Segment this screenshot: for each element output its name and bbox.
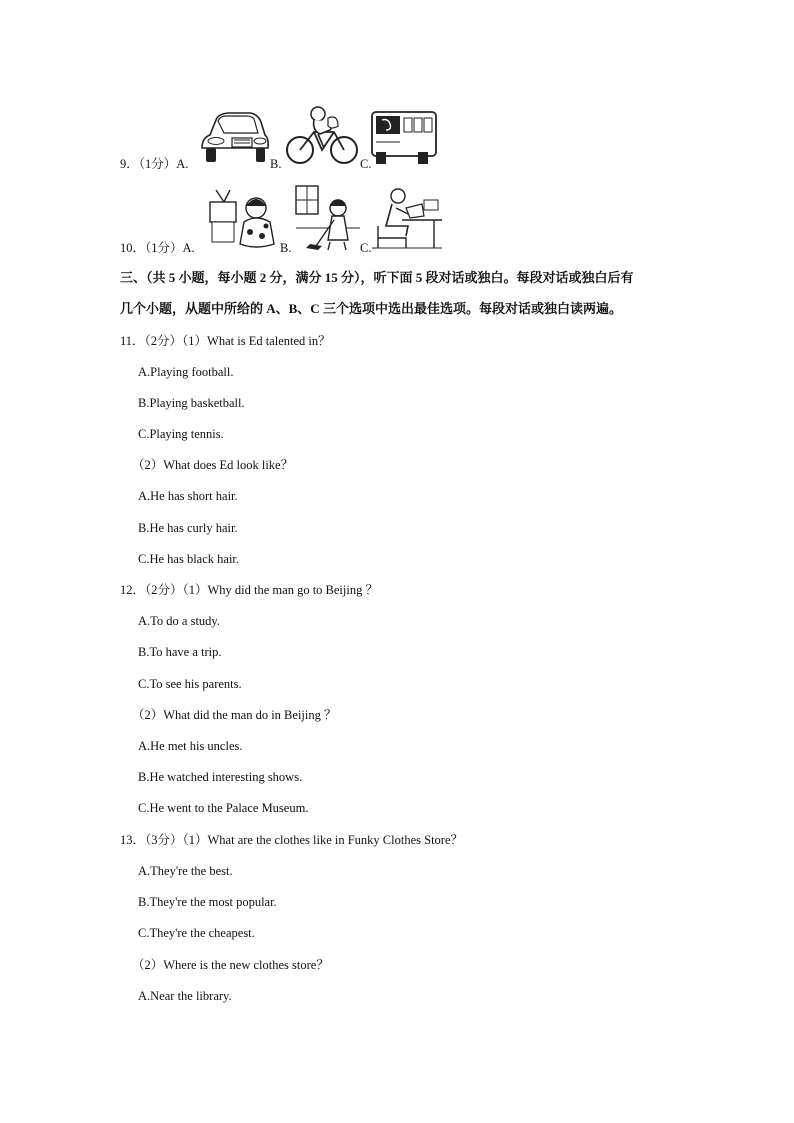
q11-2-option-c: C.He has black hair.	[138, 552, 240, 566]
bicycle-icon	[284, 104, 360, 166]
q10-option-b: B.	[280, 241, 292, 255]
bus-picture	[370, 110, 438, 166]
q12-1-option-c: C.To see his parents.	[138, 677, 242, 691]
q13-sub-question: （2）Where is the new clothes store？	[132, 958, 329, 972]
q13-2-option-a: A.Near the library.	[138, 989, 232, 1003]
person-reading-picture	[372, 186, 442, 250]
q12-1-option-a: A.To do a study.	[138, 614, 220, 628]
q12-2-option-b: B.He watched interesting shows.	[138, 770, 303, 784]
q9-option-c: C.	[360, 157, 372, 171]
bus-icon	[370, 110, 438, 166]
q13-1-option-c: C.They're the cheapest.	[138, 926, 255, 940]
girl-sweeping-picture	[294, 184, 360, 250]
cyclist-picture	[284, 104, 360, 166]
person-reading-icon	[372, 186, 442, 250]
q9-option-b: B.	[270, 157, 282, 171]
q11-1-option-c: C.Playing tennis.	[138, 427, 224, 441]
q13-1-option-b: B.They're the most popular.	[138, 895, 277, 909]
q11-question: 11．（2分）（1）What is Ed talented in？	[120, 334, 331, 348]
girl-watching-tv-icon	[204, 188, 282, 250]
q11-2-option-b: B.He has curly hair.	[138, 521, 238, 535]
q13-question: 13．（3分）（1）What are the clothes like in Funky Clothes Store？	[120, 833, 464, 847]
girl-with-tv-picture	[204, 188, 282, 250]
q12-sub-question: （2）What did the man do in Beijing ？	[132, 708, 337, 722]
q12-1-option-b: B.To have a trip.	[138, 645, 222, 659]
q10-number: 10．（1分）A.	[120, 241, 195, 255]
girl-sweeping-icon	[294, 184, 360, 250]
section-three-instruction-line1: 三、（共 5 小题，每小题 2 分，满分 15 分），听下面 5 段对话或独白。每段对话或独白后有	[120, 270, 634, 285]
q11-1-option-b: B.Playing basketball.	[138, 396, 245, 410]
q10-option-c: C.	[360, 241, 372, 255]
q11-2-option-a: A.He has short hair.	[138, 489, 238, 503]
q11-sub-question: （2）What does Ed look like？	[132, 458, 294, 472]
car-icon	[198, 108, 270, 166]
q12-2-option-a: A.He met his uncles.	[138, 739, 243, 753]
q13-1-option-a: A.They're the best.	[138, 864, 233, 878]
q12-2-option-c: C.He went to the Palace Museum.	[138, 801, 309, 815]
q9-number: 9．（1分）A.	[120, 157, 189, 171]
section-three-instruction-line2: 几个小题，从题中所给的 A、B、C 三个选项中选出最佳选项。每段对话或独白读两遍。	[120, 301, 622, 316]
q12-question: 12．（2分）（1）Why did the man go to Beijing ？	[120, 583, 378, 597]
car-picture	[198, 108, 270, 166]
q11-1-option-a: A.Playing football.	[138, 365, 234, 379]
